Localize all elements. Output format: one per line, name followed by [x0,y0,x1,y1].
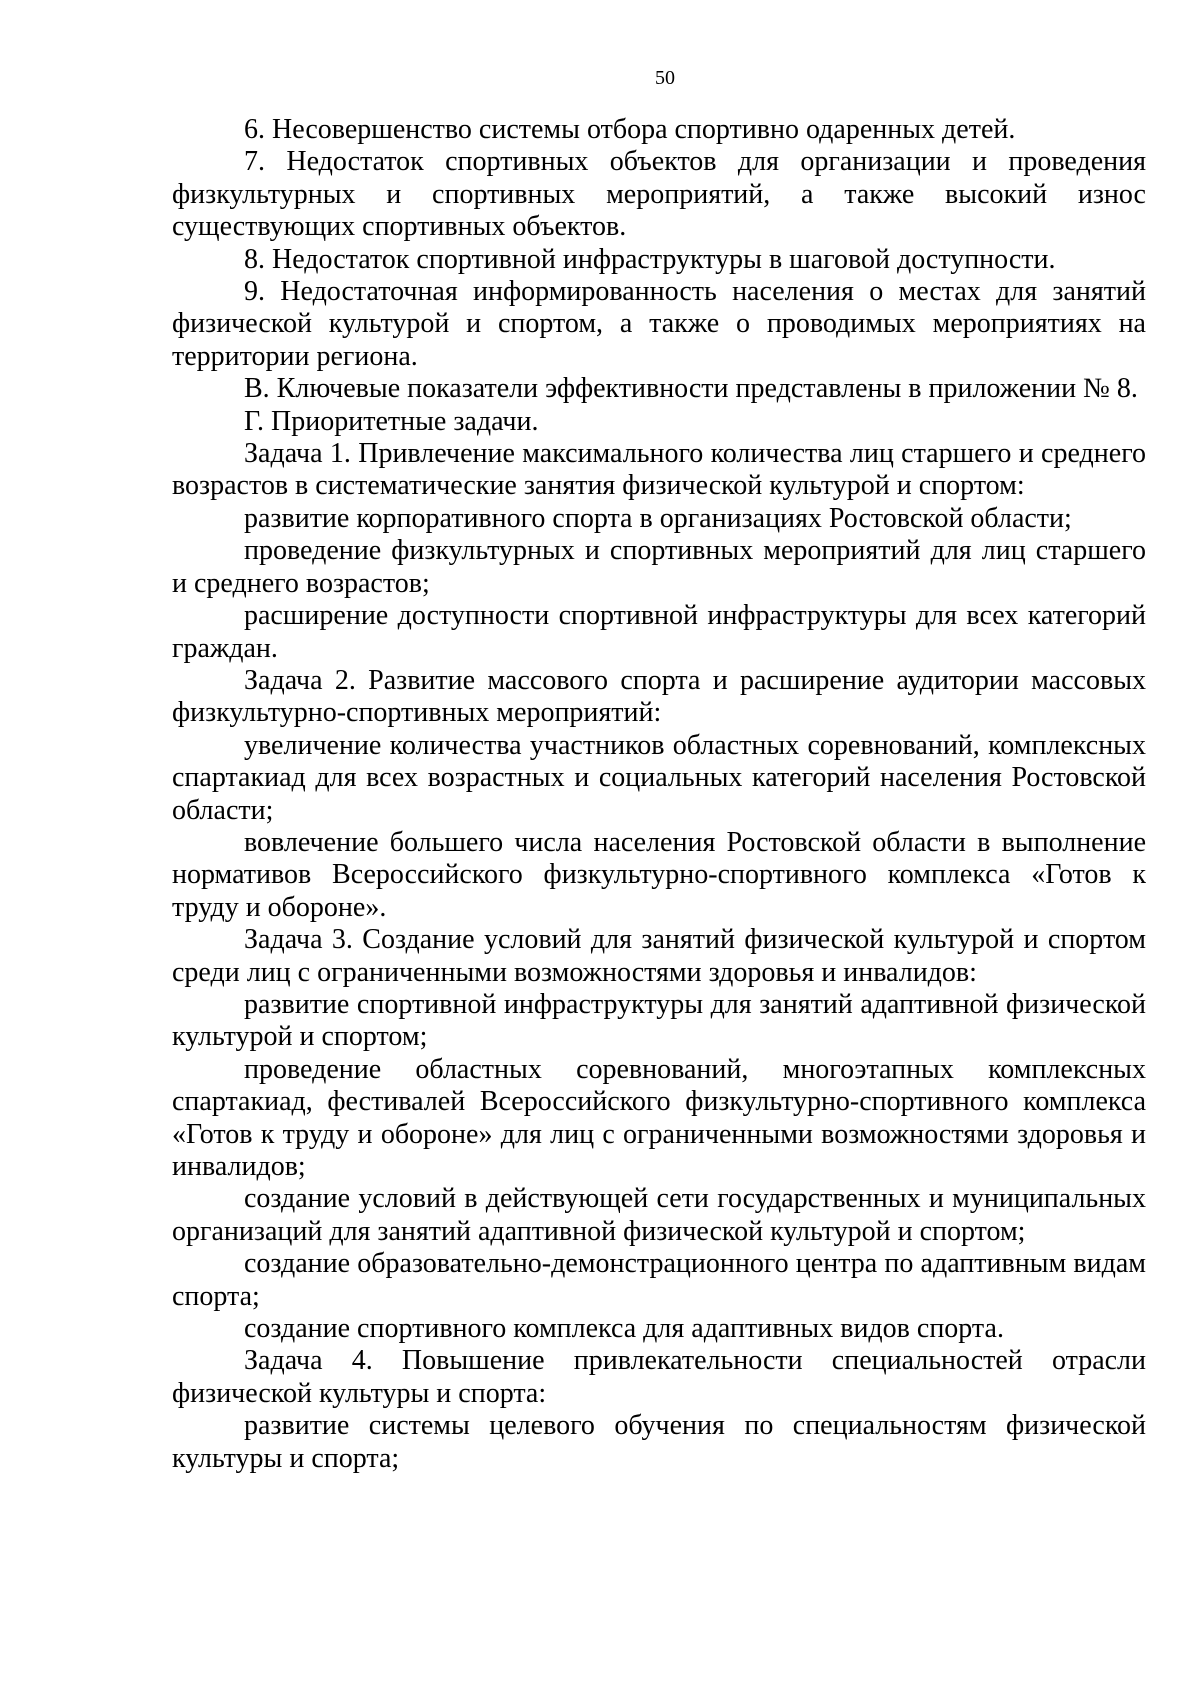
page-number: 50 [655,67,675,89]
paragraph: Задача 2. Развитие массового спорта и расширение аудитории массовых физкультурно-спортивных мероприятий: [172,664,1146,729]
paragraph: В. Ключевые показатели эффективности представлены в приложении № 8. [244,373,1138,405]
paragraph: увеличение количества участников областных соревнований, комплексных спартакиад для всех возрастных и социальных категорий населения Ростовской области; [172,729,1146,826]
paragraph: Задача 4. Повышение привлекательности специальностей отрасли физической культуры и спорта: [172,1345,1146,1409]
paragraph: 6. Несовершенство системы отбора спортивно одаренных детей. [244,114,1016,145]
paragraph: развитие системы целевого обучения по специальностям физической культуры и спорта; [172,1410,1146,1474]
paragraph: развитие спортивной инфраструктуры для занятий адаптивной физической культурой и спортом; [172,988,1146,1053]
paragraph: создание спортивного комплекса для адаптивных видов спорта. [244,1313,1004,1345]
paragraph: вовлечение большего числа населения Ростовской области в выполнение нормативов Всероссийского физкультурно-спортивного комплекса «Готов к труду и обороне». [172,826,1146,923]
paragraph: проведение физкультурных и спортивных мероприятий для лиц старшего и среднего возрастов; [172,535,1146,599]
paragraph: Задача 1. Привлечение максимального количества лиц старшего и среднего возрастов в систематические занятия физической культурой и спортом: [172,438,1146,502]
paragraph: 8. Недостаток спортивной инфраструктуры в шаговой доступности. [244,243,1056,275]
paragraph: Г. Приоритетные задачи. [244,405,539,437]
paragraph: создание образовательно-демонстрационного центра по адаптивным видам спорта; [172,1248,1146,1312]
paragraph: Задача 3. Создание условий для занятий физической культурой и спортом среди лиц с ограниченными возможностями здоровья и инвалидов: [172,924,1146,988]
paragraph: 9. Недостаточная информированность населения о местах для занятий физической культурой и спортом, а также о проводимых мероприятиях на территории региона. [172,276,1146,372]
paragraph: развитие корпоративного спорта в организациях Ростовской области; [244,502,1072,534]
document-body [172,114,1146,1475]
paragraph: проведение областных соревнований, многоэтапных комплексных спартакиад, фестивалей Всероссийского физкультурно-спортивного комплекса «Готов к труду и обороне» для лиц с ограниченными возможностями здоровья и инвалидов; [172,1053,1146,1182]
paragraph: 7. Недостаток спортивных объектов для организации и проведения физкультурных и спортивных мероприятий, а также высокий износ существующих спортивных объектов. [172,146,1146,243]
paragraph: создание условий в действующей сети государственных и муниципальных организаций для занятий адаптивной физической культурой и спортом; [172,1183,1146,1247]
paragraph: расширение доступности спортивной инфраструктуры для всех категорий граждан. [172,600,1146,664]
